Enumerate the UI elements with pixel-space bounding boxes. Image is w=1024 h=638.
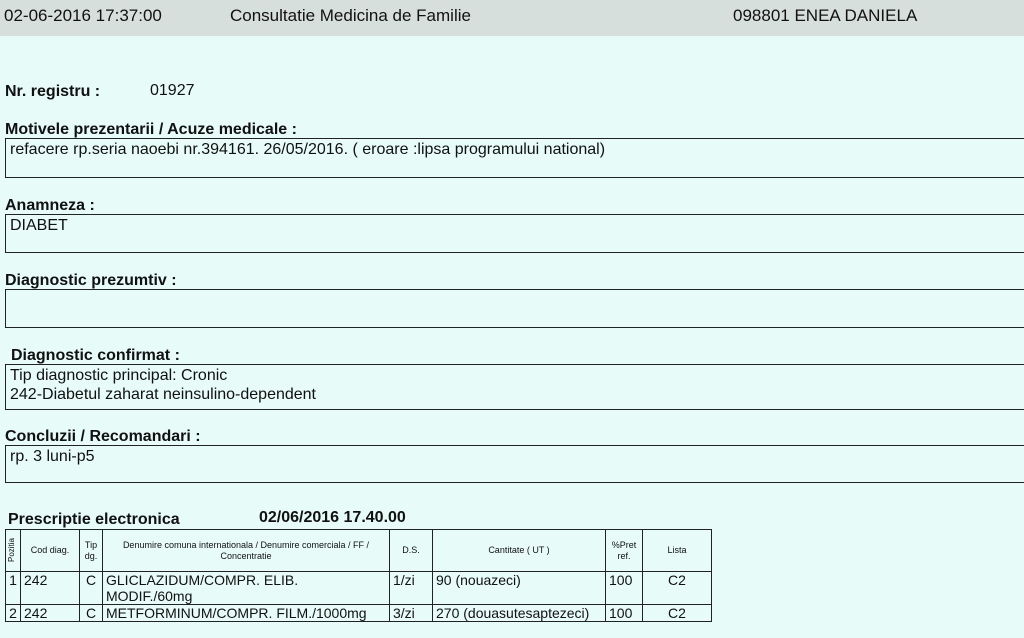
prescription-title: Prescriptie electronica [8,511,180,528]
row2-lista: C2 [643,605,712,622]
row2-denumire: METFORMINUM/COMPR. FILM./1000mg [103,605,390,622]
row1-tip: C [80,572,103,605]
confirmat-line2: 242-Diabetul zaharat neinsulino-dependent [10,386,316,403]
row2-ds: 3/zi [390,605,433,622]
prescription-header-row [6,530,712,572]
row2-tip: C [80,605,103,622]
row2-cantitate: 270 (douasutesaptezeci) [433,605,606,622]
concluzii-text: rp. 3 luni-p5 [10,448,95,465]
confirmat-label: Diagnostic confirmat : [11,347,180,364]
prezumtiv-label: Diagnostic prezumtiv : [5,272,177,289]
confirmat-box [5,364,1024,410]
row2-cod: 242 [21,605,80,622]
row1-pret: 100 [606,572,643,605]
registry-label: Nr. registru : [5,83,101,100]
registry-value: 01927 [150,82,195,99]
table-row [6,572,712,605]
col-pret: %Pret ref. [606,530,643,572]
motive-text: refacere rp.seria naoebi nr.394161. 26/05/2016. ( eroare :lipsa programului national) [10,141,606,158]
table-row [6,605,712,622]
col-lista: Lista [643,530,712,572]
anamneza-label: Anamneza : [5,197,95,214]
prezumtiv-box [5,289,1024,328]
confirmat-line1: Tip diagnostic principal: Cronic [10,367,228,384]
col-pozitia: Pozitia [6,530,21,572]
row1-cod: 242 [21,572,80,605]
consult-datetime: 02-06-2016 17:37:00 [4,6,162,25]
motive-label: Motivele prezentarii / Acuze medicale : [5,121,297,138]
col-cod: Cod diag. [21,530,80,572]
concluzii-label: Concluzii / Recomandari : [5,428,201,445]
row2-pret: 100 [606,605,643,622]
concluzii-box [5,445,1024,483]
motive-box [5,138,1024,178]
consult-title: Consultatie Medicina de Familie [230,6,471,25]
row2-poz: 2 [6,605,21,622]
anamneza-text: DIABET [10,217,68,234]
col-tip: Tip dg. [80,530,103,572]
col-denumire: Denumire comuna internationala / Denumire comerciala / FF / Concentratie [103,530,390,572]
prescription-table [5,529,712,622]
row1-cantitate: 90 (nouazeci) [433,572,606,605]
prescription-datetime: 02/06/2016 17.40.00 [259,509,406,526]
col-ds: D.S. [390,530,433,572]
page-header [0,0,1024,36]
row1-lista: C2 [643,572,712,605]
row1-poz: 1 [6,572,21,605]
patient-id-name: 098801 ENEA DANIELA [733,6,918,25]
row1-denumire: GLICLAZIDUM/COMPR. ELIB. MODIF./60mg [103,572,390,605]
row1-ds: 1/zi [390,572,433,605]
anamneza-box [5,214,1024,253]
col-cantitate: Cantitate ( UT ) [433,530,606,572]
